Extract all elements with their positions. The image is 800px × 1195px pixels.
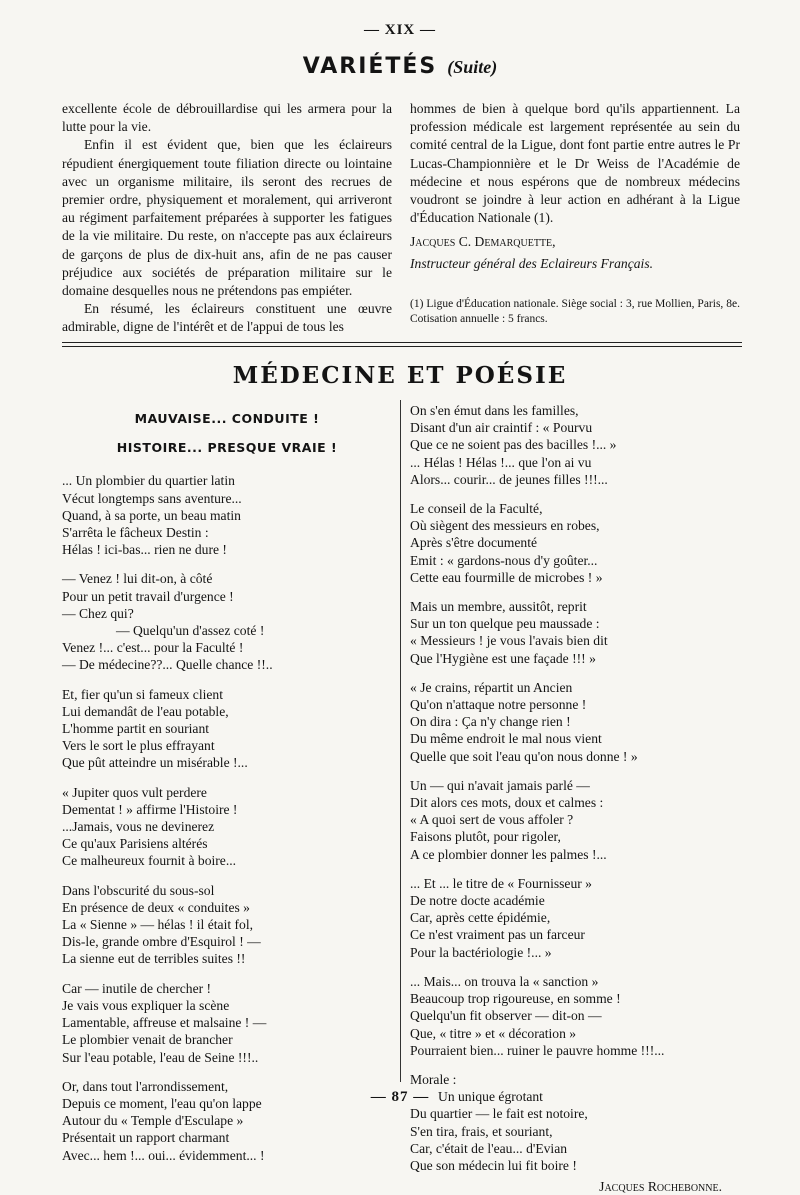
poem-line: S'arrêta le fâcheux Destin : — [62, 525, 209, 541]
poem-line: Que ce ne soient pas des bacilles !... » — [410, 437, 617, 453]
poem-line: « Jupiter quos vult perdere — [62, 784, 207, 800]
poem-subtitle: HISTOIRE... PRESQUE VRAIE ! — [116, 440, 338, 456]
poem-line: L'homme partit en souriant — [62, 721, 210, 737]
poem-stanza — [410, 679, 740, 765]
poem-line: Pourraient bien... ruiner le pauvre homme !!!... — [410, 1042, 665, 1058]
poem-title: MAUVAISE... CONDUITE ! — [134, 411, 320, 426]
poem-stanza — [410, 973, 740, 1059]
poem-line: Après s'être documenté — [410, 535, 538, 551]
poem-line: Quand, à sa porte, un beau matin — [62, 507, 241, 523]
poem-line: « A quoi sert de vous affoler ? — [410, 812, 574, 828]
poem-stanza — [410, 402, 740, 488]
morale-label: Morale : — [410, 1071, 457, 1087]
poem-line: — De médecine??... Quelle chance !!.. — [62, 657, 273, 673]
poem-line: Dans l'obscurité du sous-sol — [62, 882, 215, 898]
poem-main-title: MÉDECINE ET POÉSIE — [232, 362, 568, 389]
poem-line: En présence de deux « conduites » — [62, 899, 250, 915]
poem-stanza — [410, 500, 740, 586]
poem-line: — Quelqu'un d'assez coté ! — [116, 623, 265, 639]
morale-line: Un unique égrotant — [438, 1089, 543, 1105]
poem-line: Et, fier qu'un si fameux client — [62, 686, 223, 702]
poem-line: Pour la bactériologie !... » — [410, 944, 552, 960]
article-paragraph: hommes de bien à quelque bord qu'ils appartiennent. La profession médicale est largement représentée au sein du comité central de la Ligue, dont font partie entre autres le Pr Lucas-Championnière et le Dr Weiss de l'Académie de médecine et nous espérons que de nombreux médecins voudront se joindre à leur action en adhérant à la Ligue d'Éducation Nationale (1). — [410, 101, 740, 226]
poem-stanza — [410, 777, 740, 863]
poem-line: ... Et ... le titre de « Fournisseur » — [410, 875, 592, 891]
poem-stanza — [62, 570, 392, 673]
poem-line: Que l'Hygiène est une façade !!! » — [410, 650, 596, 666]
poem-line: Ce qu'aux Parisiens altérés — [62, 836, 208, 852]
poem-line: Lui demandât de l'eau potable, — [62, 703, 229, 719]
poem-line: Ce n'est vraiment pas un farceur — [410, 927, 585, 943]
poem-stanza — [62, 980, 392, 1066]
poem-line: ... Mais... on trouva la « sanction » — [410, 973, 599, 989]
poem-line: Avec... hem !... oui... évidemment... ! — [62, 1147, 265, 1163]
poem-line: Dit alors ces mots, doux et calmes : — [410, 795, 604, 811]
poem-line: Quelqu'un fit observer — dit-on — — [410, 1008, 602, 1024]
poem-line: Faisons plutôt, pour rigoler, — [410, 829, 561, 845]
roman-folio: — XIX — — [363, 22, 436, 38]
poem-line: Alors... courir... de jeunes filles !!!... — [410, 471, 608, 487]
poem-line: Vécut longtemps sans aventure... — [62, 490, 242, 506]
poem-line: Sur l'eau potable, l'eau de Seine !!!.. — [62, 1049, 259, 1065]
poem-line: Depuis ce moment, l'eau qu'on lappe — [62, 1095, 262, 1111]
poem-line: Sur un ton quelque peu maussade : — [410, 616, 600, 632]
section-title: VARIÉTÉS — [302, 54, 438, 79]
poem-line: Or, dans tout l'arrondissement, — [62, 1078, 229, 1094]
poem-line: On dira : Ça n'y change rien ! — [410, 714, 571, 730]
poem-line: — Venez ! lui dit-on, à côté — [62, 571, 213, 587]
morale-line: Du quartier — le fait est notoire, — [410, 1106, 588, 1122]
poem-line: Le plombier venait de brancher — [62, 1032, 233, 1048]
poem-line: Car — inutile de chercher ! — [62, 980, 212, 996]
morale-line: S'en tira, frais, et souriant, — [410, 1123, 553, 1139]
poem-line: Mais un membre, aussitôt, reprit — [410, 599, 587, 615]
poem-line: Le conseil de la Faculté, — [410, 501, 543, 517]
poem-right-column — [410, 402, 740, 1195]
poem-line: Autour du « Temple d'Esculape » — [62, 1113, 244, 1129]
poem-line: On s'en émut dans les familles, — [410, 403, 579, 418]
section-subtitle: (Suite) — [447, 57, 498, 77]
poem-line: De notre docte académie — [410, 893, 545, 909]
column-divider — [400, 400, 401, 1082]
poem-stanza — [410, 598, 740, 667]
poem-stanza — [62, 686, 392, 772]
article-paragraph: Enfin il est évident que, bien que les éclaireurs répudient énergiquement toute filiation directe ou lointaine avec un organisme militaire, ils seront des recrues de premier ordre, physiquement et moralement, qui arriveront au régiment parfaitement préparées à supporter les fatigues de la vie militaire. Du reste, on n'accepte pas aux éclaireurs de garçons de plus de dix-huit ans, afin de ne pas causer préjudice aux sociétés de préparation militaire sur le domaine desquelles nous ne prétendons pas empiéter. — [62, 137, 392, 299]
poem-stanza — [62, 784, 392, 870]
section-heading — [0, 54, 800, 79]
poem-line: A ce plombier donner les palmes !... — [410, 846, 607, 862]
article-left-column — [62, 100, 392, 337]
poem-line: Du même endroit le mal nous vient — [410, 731, 602, 747]
poem-stanza — [410, 875, 740, 961]
poem-line: Ce malheureux fournit à boire... — [62, 853, 237, 869]
poem-line: Que, « titre » et « décoration » — [410, 1025, 577, 1041]
morale-line: Car, c'était de l'eau... d'Evian — [410, 1140, 568, 1156]
poem-line: Pour un petit travail d'urgence ! — [62, 588, 234, 604]
poem-line: Un — qui n'avait jamais parlé — — [410, 777, 590, 793]
poem-line: Dis-le, grande ombre d'Esquirol ! — — [62, 934, 261, 950]
article-paragraph: excellente école de débrouillardise qui les armera pour la lutte pour la vie. — [62, 101, 392, 135]
poem-line: Quelle que soit l'eau qu'on nous donne ! » — [410, 748, 638, 764]
poem-line: ...Jamais, vous ne devinerez — [62, 819, 215, 835]
poem-line: « Messieurs ! je vous l'avais bien dit — [410, 633, 608, 649]
poem-line: « Je crains, répartit un Ancien — [410, 679, 573, 695]
poem-author: Jacques Rochebonne. — [599, 1179, 722, 1195]
poem-line: Hélas ! ici-bas... rien ne dure ! — [62, 542, 227, 558]
page-number: — 87 — — [370, 1089, 430, 1105]
poem-line: Je vais vous expliquer la scène — [62, 997, 230, 1013]
poem-line: La « Sienne » — hélas ! il était fol, — [62, 917, 254, 933]
poem-line: Lamentable, affreuse et malsaine ! — — [62, 1015, 267, 1031]
poem-line: Où siègent des messieurs en robes, — [410, 518, 600, 534]
article-paragraph: En résumé, les éclaireurs constituent une œuvre admirable, digne de l'intérêt et de l'appui de tous les — [62, 301, 392, 335]
poem-line: Qu'on n'attaque notre personne ! — [410, 697, 587, 713]
article-signature: Jacques C. Demarquette, — [410, 234, 556, 250]
poem-line: La sienne eut de terribles suites !! — [62, 951, 246, 967]
poem-line: — Chez qui? — [62, 605, 134, 621]
poem-stanza — [62, 472, 392, 558]
poem-line: Cette eau fourmille de microbes ! » — [410, 569, 603, 585]
poem-line: Car, après cette épidémie, — [410, 910, 551, 926]
morale-line: Que son médecin lui fit boire ! — [410, 1157, 577, 1173]
poem-left-column — [62, 410, 392, 1164]
poem-line: Venez !... c'est... pour la Faculté ! — [62, 640, 244, 656]
poem-stanza — [62, 882, 392, 968]
poem-line: Disant d'un air craintif : « Pourvu — [410, 420, 593, 436]
footnote: (1) Ligue d'Éducation nationale. Siège social : 3, rue Mollien, Paris, 8e. Cotisation annuelle : 5 francs. — [410, 298, 740, 325]
poem-line: ... Un plombier du quartier latin — [62, 473, 235, 489]
poem-line: Dementat ! » affirme l'Histoire ! — [62, 801, 238, 817]
section-divider — [62, 342, 742, 347]
poem-line: Emit : « gardons-nous d'y goûter... — [410, 552, 598, 568]
poem-line: ... Hélas ! Hélas !... que l'on ai vu — [410, 454, 592, 470]
article-right-column — [410, 100, 740, 273]
poem-line: Présentait un rapport charmant — [62, 1130, 230, 1146]
poem-line: Beaucoup trop rigoureuse, en somme ! — [410, 991, 621, 1007]
poem-line: Vers le sort le plus effrayant — [62, 738, 215, 754]
poem-line: Que pût atteindre un misérable !... — [62, 755, 248, 771]
article-signature-title: Instructeur général des Eclaireurs Français. — [410, 255, 654, 271]
